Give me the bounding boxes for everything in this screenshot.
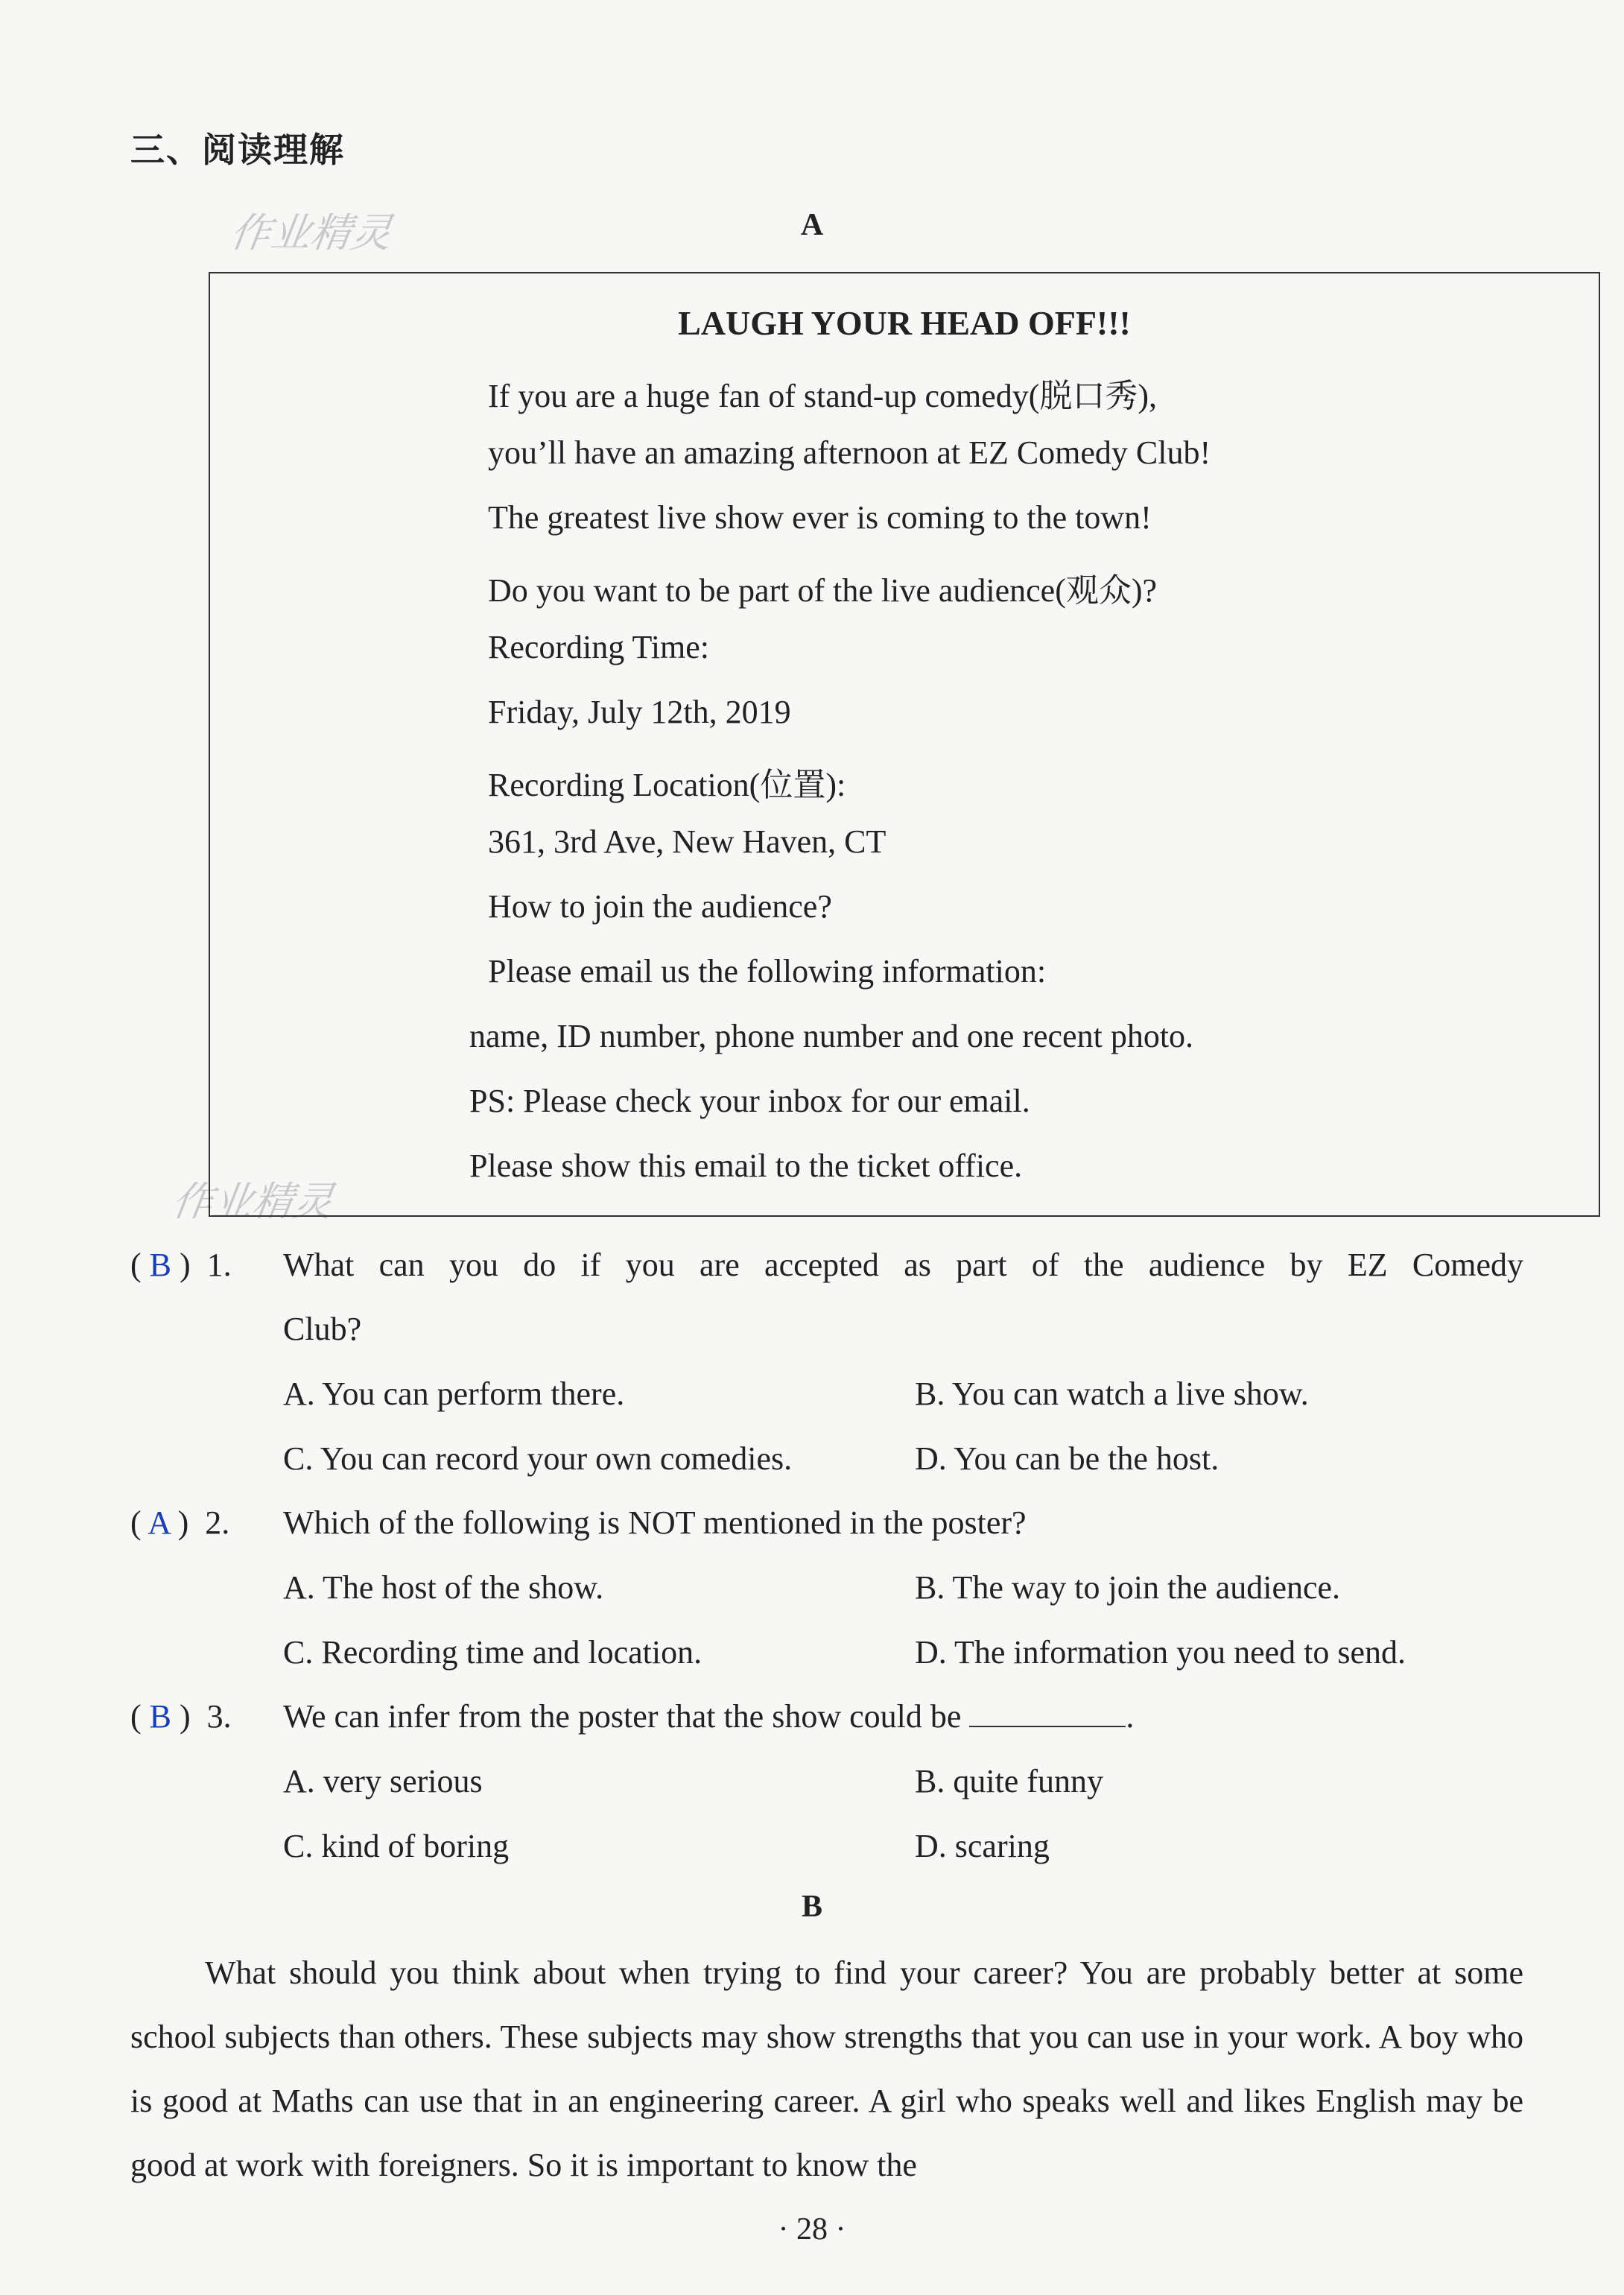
poster-line: How to join the audience? — [488, 888, 832, 925]
watermark-top: 作业精灵 — [227, 209, 395, 256]
poster-line: Recording Location(位置): — [488, 767, 846, 803]
question-3-option-d: D. scaring — [915, 1828, 1050, 1864]
poster-line: you’ll have an amazing afternoon at EZ Comedy Club! — [488, 434, 1211, 471]
question-3-text-end: . — [1126, 1698, 1135, 1735]
question-1-text-cont: Club? — [283, 1311, 362, 1347]
poster-line: 361, 3rd Ave, New Haven, CT — [488, 823, 886, 860]
question-1: ( B ) 1. — [130, 1247, 232, 1283]
poster-line: PS: Please check your inbox for our email. — [469, 1083, 1030, 1119]
poster-line: Please email us the following information: — [488, 953, 1047, 990]
poster-line: If you are a huge fan of stand-up comedy(脱口秀), — [488, 378, 1158, 414]
question-3-number: 3. — [206, 1698, 232, 1735]
question-1-option-c: C. You can record your own comedies. — [283, 1440, 793, 1477]
question-2-option-c: C. Recording time and location. — [283, 1634, 702, 1671]
passage-b-text: What should you think about when trying to find your career? You are probably better at some school subjects than others. These subjects may show strengths that you can use in your work. A boy who is good at Maths can use that in an engineering career. A girl who speaks well and likes English may be good at work with foreigners. So it is important to know the — [130, 1954, 1523, 2183]
poster-line: Please show this email to the ticket office. — [469, 1148, 1023, 1184]
question-1-text: What can you do if you are accepted as part of the audience by EZ Comedy — [283, 1247, 1523, 1283]
question-3: ( B ) 3. — [130, 1698, 232, 1735]
watermark-middle: 作业精灵 — [169, 1178, 337, 1225]
question-3-option-c: C. kind of boring — [283, 1828, 510, 1864]
poster-line: The greatest live show ever is coming to the town! — [488, 499, 1152, 536]
question-3-line — [283, 1697, 1134, 1735]
poster-line: Recording Time: — [488, 629, 710, 665]
page-number: · 28 · — [778, 2212, 846, 2247]
question-3-option-a: A. very serious — [283, 1763, 483, 1799]
poster-line: Do you want to be part of the live audience(观众)? — [488, 572, 1158, 609]
question-3-blank[interactable] — [969, 1697, 1126, 1727]
question-1-answer: B — [149, 1247, 172, 1283]
question-2-number: 2. — [205, 1504, 230, 1541]
question-3-answer: B — [149, 1698, 172, 1735]
question-1-option-d: D. You can be the host. — [915, 1440, 1219, 1477]
question-2-option-b: B. The way to join the audience. — [915, 1569, 1341, 1606]
question-2-answer: A — [148, 1504, 170, 1541]
question-1-option-b: B. You can watch a live show. — [915, 1376, 1309, 1412]
poster-title: LAUGH YOUR HEAD OFF!!! — [678, 304, 1131, 342]
question-2-option-a: A. The host of the show. — [283, 1569, 604, 1606]
poster-line: Friday, July 12th, 2019 — [488, 694, 791, 730]
question-2-text: Which of the following is NOT mentioned in the poster? — [283, 1504, 1027, 1541]
question-3-text: We can infer from the poster that the show could be — [283, 1698, 962, 1735]
section-title: 三、阅读理解 — [130, 131, 345, 169]
question-2: ( A ) 2. — [130, 1504, 230, 1541]
poster-line: name, ID number, phone number and one recent photo. — [469, 1018, 1194, 1054]
passage-b-paragraph — [130, 1941, 1523, 2197]
passage-b-label: B — [801, 1890, 822, 1924]
question-2-option-d: D. The information you need to send. — [915, 1634, 1406, 1671]
passage-a-label: A — [800, 208, 824, 242]
question-1-number: 1. — [206, 1247, 232, 1283]
question-1-option-a: A. You can perform there. — [283, 1376, 625, 1412]
question-3-option-b: B. quite funny — [915, 1763, 1103, 1799]
